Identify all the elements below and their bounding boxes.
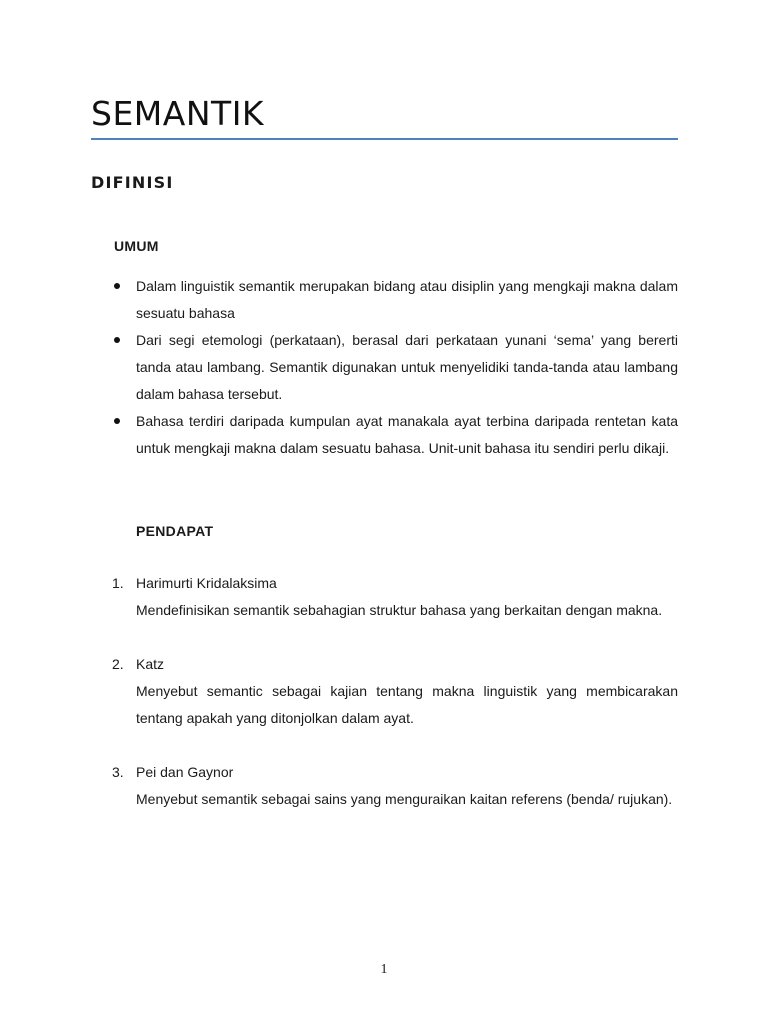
bullet-text: Dari segi etemologi (perkataan), berasal dari perkataan yunani ‘sema’ yang bererti tanda atau lambang. Semantik digunakan untuk menyelidiki tanda-tanda atau lambang dalam bahasa tersebut.	[136, 332, 678, 402]
pendapat-numbered-list	[112, 570, 678, 840]
scholar-name: Katz	[136, 656, 165, 672]
umum-bullet-list	[112, 273, 678, 462]
bullet-dot-icon	[114, 418, 120, 424]
subheading-umum: UMUM	[114, 238, 159, 254]
scholar-definition: Menyebut semantic sebagai kajian tentang makna linguistik yang membicarakan tentang apakah yang ditonjolkan dalam ayat.	[136, 683, 678, 726]
scholar-definition: Menyebut semantik sebagai sains yang menguraikan kaitan referens (benda/ rujukan).	[136, 791, 673, 807]
page-number: 1	[380, 962, 388, 977]
section-heading-difinisi: DIFINISI	[91, 173, 174, 192]
bullet-text: Dalam linguistik semantik merupakan bidang atau disiplin yang mengkaji makna dalam sesuatu bahasa	[136, 278, 678, 321]
document-title: SEMANTIK	[91, 94, 265, 133]
scholar-name: Harimurti Kridalaksima	[136, 575, 277, 591]
list-number: 2.	[112, 656, 124, 672]
bullet-text: Bahasa terdiri daripada kumpulan ayat manakala ayat terbina daripada rentetan kata untuk mengkaji makna dalam sesuatu bahasa. Unit-unit bahasa itu sendiri perlu dikaji.	[136, 413, 678, 456]
list-item	[112, 759, 678, 813]
scholar-name: Pei dan Gaynor	[136, 764, 234, 780]
bullet-item	[112, 273, 678, 327]
bullet-item	[112, 327, 678, 408]
bullet-dot-icon	[114, 337, 120, 343]
subheading-pendapat: PENDAPAT	[136, 523, 214, 539]
list-item	[112, 651, 678, 732]
list-number: 1.	[112, 575, 124, 591]
bullet-item	[112, 408, 678, 462]
list-number: 3.	[112, 764, 124, 780]
title-underline-rule	[91, 138, 678, 140]
scholar-definition: Mendefinisikan semantik sebahagian struktur bahasa yang berkaitan dengan makna.	[136, 602, 663, 618]
list-item	[112, 570, 678, 624]
bullet-dot-icon	[114, 283, 120, 289]
